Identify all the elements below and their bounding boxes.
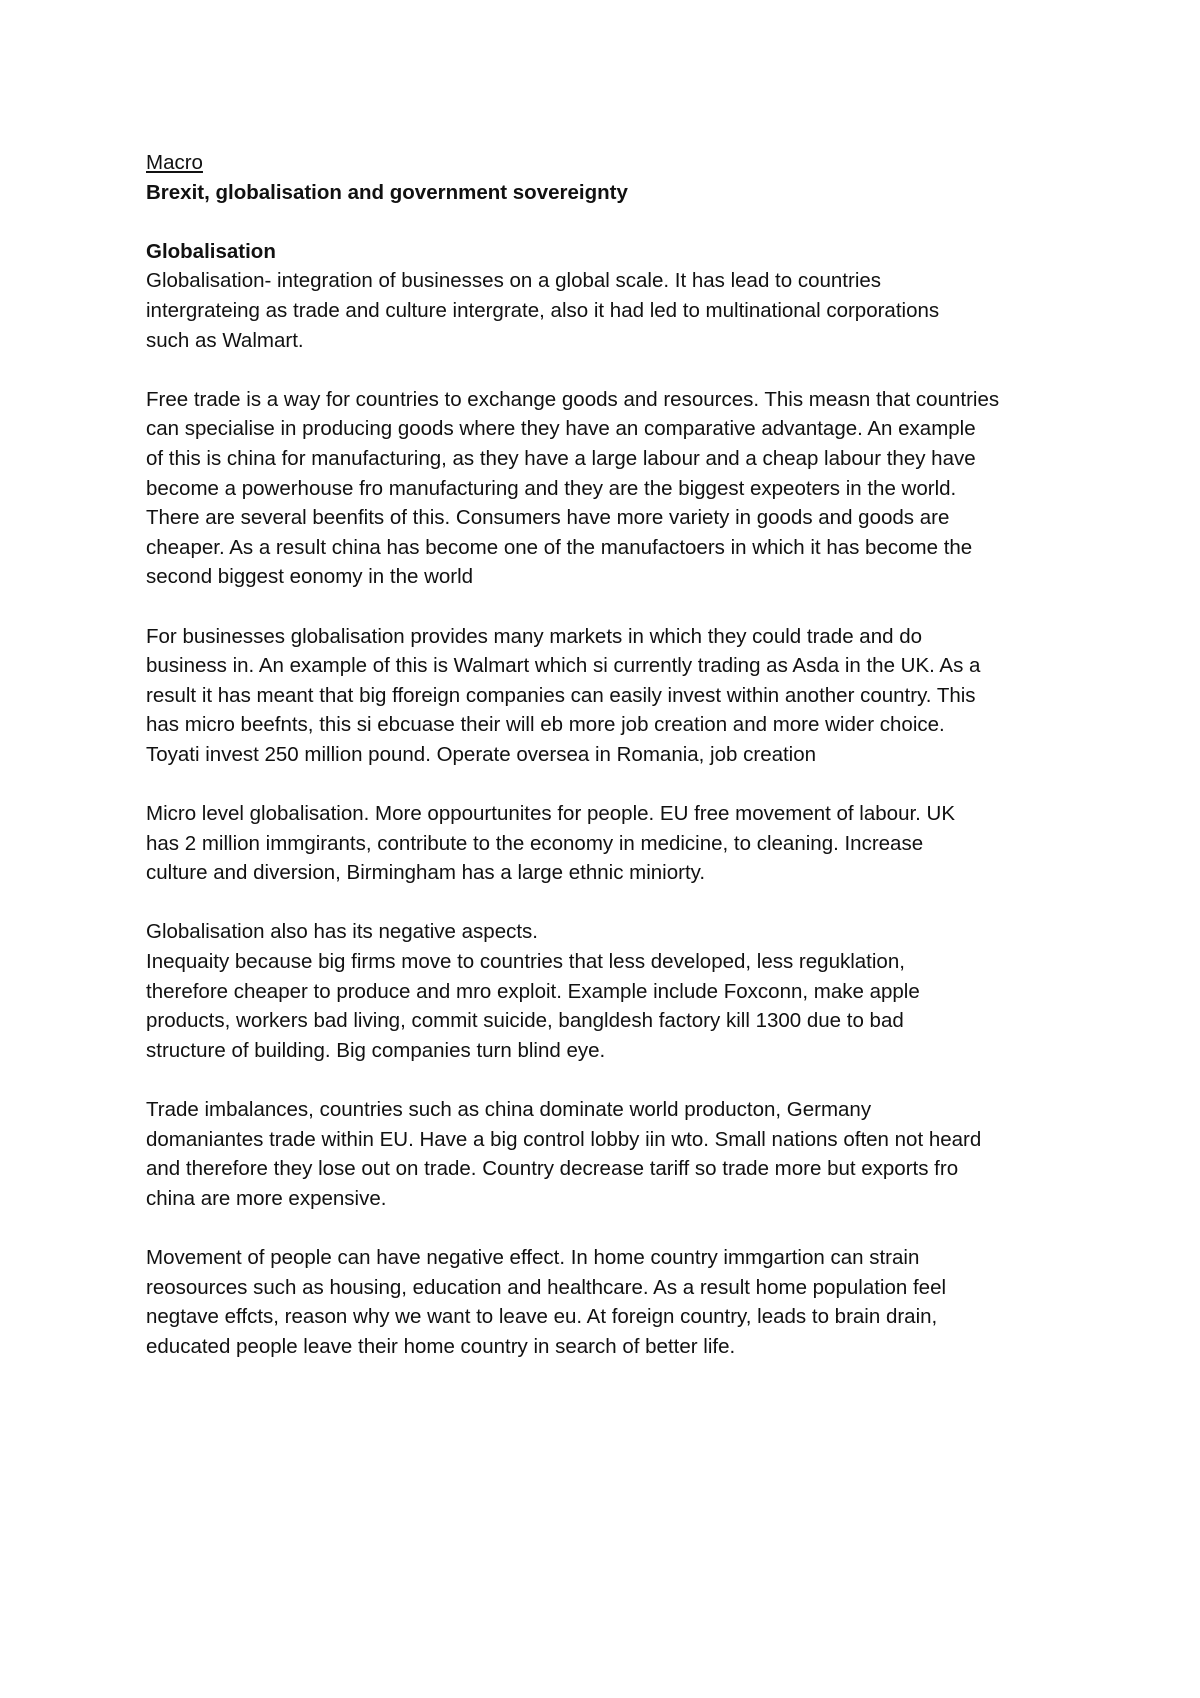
paragraph-line: educated people leave their home country in search of better life. bbox=[146, 1334, 736, 1358]
paragraph-micro-level bbox=[146, 799, 1066, 888]
paragraph-line: such as Walmart. bbox=[146, 328, 304, 352]
spacer bbox=[146, 769, 1066, 799]
paragraph-line: There are several beenfits of this. Consumers have more variety in goods and goods are bbox=[146, 506, 950, 530]
paragraph-trade-imbalances bbox=[146, 1095, 1066, 1213]
paragraph-line: Movement of people can have negative effect. In home country immgartion can strain bbox=[146, 1245, 920, 1269]
spacer bbox=[146, 1065, 1066, 1095]
spacer bbox=[146, 1213, 1066, 1243]
paragraph-definition bbox=[146, 266, 1066, 355]
paragraph-negative-aspects bbox=[146, 917, 1066, 1065]
paragraph-line: reosources such as housing, education and healthcare. As a result home population feel bbox=[146, 1275, 947, 1299]
paragraph-line: Globalisation- integration of businesses on a global scale. It has lead to countries bbox=[146, 269, 882, 293]
paragraph-line: result it has meant that big fforeign companies can easily invest within another country. This bbox=[146, 683, 976, 707]
paragraph-line: therefore cheaper to produce and mro exploit. Example include Foxconn, make apple bbox=[146, 979, 920, 1003]
paragraph-line: culture and diversion, Birmingham has a large ethnic miniorty. bbox=[146, 861, 706, 885]
section-heading: Globalisation bbox=[146, 239, 276, 263]
paragraph-line: china are more expensive. bbox=[146, 1186, 387, 1210]
paragraph-line: negtave effcts, reason why we want to leave eu. At foreign country, leads to brain drain, bbox=[146, 1305, 938, 1329]
paragraph-businesses bbox=[146, 622, 1066, 770]
paragraph-line: Micro level globalisation. More oppourtunites for people. EU free movement of labour. UK bbox=[146, 802, 956, 826]
paragraph-line: Trade imbalances, countries such as china dominate world producton, Germany bbox=[146, 1098, 872, 1121]
paragraph-line: cheaper. As a result china has become one of the manufactoers in which it has become the bbox=[146, 535, 973, 559]
spacer bbox=[146, 355, 1066, 385]
document-body bbox=[146, 148, 1066, 1361]
document-title-line bbox=[146, 148, 1066, 178]
paragraph-line: become a powerhouse fro manufacturing and they are the biggest expeoters in the world. bbox=[146, 476, 957, 500]
paragraph-line: business in. An example of this is Walmart which si currently trading as Asda in the UK. As a bbox=[146, 654, 981, 678]
paragraph-line: For businesses globalisation provides many markets in which they could trade and do bbox=[146, 624, 922, 648]
paragraph-line: can specialise in producing goods where they have an comparative advantage. An example bbox=[146, 417, 976, 441]
paragraph-movement-of-people bbox=[146, 1243, 1066, 1361]
paragraph-free-trade bbox=[146, 385, 1066, 592]
document-title: Macro bbox=[146, 151, 203, 174]
paragraph-line: second biggest eonomy in the world bbox=[146, 565, 474, 589]
spacer bbox=[146, 888, 1066, 918]
paragraph-line: has micro beefnts, this si ebcuase their will eb more job creation and more wider choice. bbox=[146, 713, 945, 737]
paragraph-line: Free trade is a way for countries to exchange goods and resources. This measn that countries bbox=[146, 387, 1000, 411]
paragraph-line: of this is china for manufacturing, as they have a large labour and a cheap labour they have bbox=[146, 446, 976, 470]
paragraph-line: products, workers bad living, commit suicide, bangldesh factory kill 1300 due to bad bbox=[146, 1009, 904, 1033]
paragraph-line: Globalisation also has its negative aspects. bbox=[146, 920, 539, 944]
spacer bbox=[146, 592, 1066, 622]
document-subtitle: Brexit, globalisation and government sovereignty bbox=[146, 180, 628, 204]
paragraph-line: has 2 million immgirants, contribute to the economy in medicine, to cleaning. Increase bbox=[146, 831, 924, 855]
paragraph-line: domaniantes trade within EU. Have a big control lobby iin wto. Small nations often not heard bbox=[146, 1127, 982, 1151]
paragraph-line: Toyati invest 250 million pound. Operate oversea in Romania, job creation bbox=[146, 742, 817, 766]
paragraph-line: intergrateing as trade and culture intergrate, also it had led to multinational corporations bbox=[146, 298, 940, 322]
paragraph-line: structure of building. Big companies turn blind eye. bbox=[146, 1038, 606, 1062]
paragraph-line: Inequaity because big firms move to countries that less developed, less reguklation, bbox=[146, 950, 905, 974]
spacer bbox=[146, 207, 1066, 237]
paragraph-line: and therefore they lose out on trade. Country decrease tariff so trade more but exports fro bbox=[146, 1157, 959, 1181]
